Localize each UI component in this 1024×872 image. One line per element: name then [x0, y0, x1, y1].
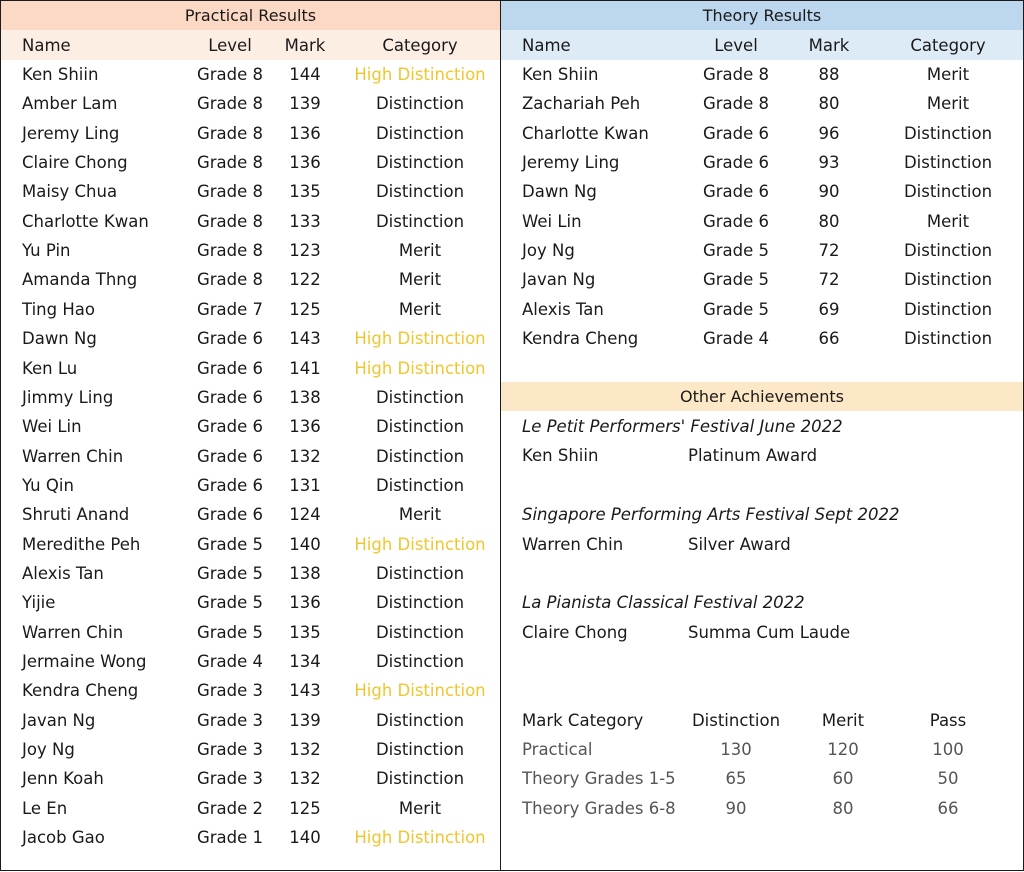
practical-row-level: Grade 6: [196, 387, 264, 407]
achievement-award: Platinum Award: [688, 446, 818, 466]
practical-row-mark: 135: [289, 182, 321, 202]
practical-row-category: Distinction: [375, 446, 465, 466]
mark-category-pass: 66: [937, 798, 959, 818]
practical-row-mark: 140: [289, 534, 321, 554]
mark-category-label: Practical: [522, 740, 593, 759]
theory-row-level: Grade 4: [702, 329, 770, 349]
theory-row-level: Grade 6: [702, 123, 770, 143]
other-achievements-title: Other Achievements: [501, 382, 1023, 411]
practical-row-name: Jermaine Wong: [22, 652, 147, 671]
practical-row-category: Distinction: [375, 622, 465, 642]
practical-row-level: Grade 8: [196, 241, 264, 261]
achievement-event-title: Singapore Performing Arts Festival Sept 2022: [522, 505, 900, 525]
theory-row-mark: 66: [818, 329, 840, 349]
practical-row-category: Distinction: [375, 652, 465, 671]
practical-row-category: Distinction: [375, 123, 465, 143]
theory-header-mark: Mark: [808, 36, 850, 55]
practical-results-title: Practical Results: [1, 1, 500, 30]
practical-row-name: Jeremy Ling: [22, 123, 120, 143]
mark-category-label: Theory Grades 6-8: [522, 798, 676, 818]
practical-row-name: Le En: [22, 798, 68, 818]
theory-row-name: Wei Lin: [522, 211, 582, 231]
achievement-student-name: Warren Chin: [522, 534, 624, 554]
practical-row-mark: 139: [289, 94, 321, 114]
practical-row-category: Distinction: [375, 94, 465, 114]
practical-row-category: High Distinction: [354, 828, 486, 848]
theory-row-name: Jeremy Ling: [522, 153, 620, 173]
theory-row-category: Merit: [926, 211, 970, 231]
practical-row-level: Grade 6: [196, 475, 264, 495]
practical-row-category: Distinction: [375, 211, 465, 231]
theory-row-category: Merit: [926, 94, 970, 114]
achievement-award: Silver Award: [688, 534, 791, 554]
practical-row-category: Merit: [398, 299, 442, 319]
theory-row-name: Zachariah Peh: [522, 94, 641, 114]
practical-header-level: Level: [208, 36, 252, 55]
mark-category-merit: 60: [832, 769, 854, 789]
practical-row-level: Grade 8: [196, 211, 264, 231]
theory-row-name: Ken Shiin: [522, 65, 599, 84]
practical-row-mark: 136: [289, 593, 321, 613]
practical-row-level: Grade 6: [196, 417, 264, 437]
theory-row-mark: 72: [818, 270, 840, 290]
practical-row-mark: 133: [289, 211, 321, 231]
practical-row-level: Grade 3: [196, 681, 264, 701]
practical-row-level: Grade 7: [196, 299, 264, 319]
theory-header-level: Level: [714, 36, 758, 55]
theory-row-category: Distinction: [903, 270, 993, 290]
practical-row-level: Grade 3: [196, 769, 264, 789]
theory-row-level: Grade 6: [702, 182, 770, 202]
mark-category-pass: 50: [937, 769, 959, 789]
practical-row-category: High Distinction: [354, 65, 486, 84]
practical-row-mark: 138: [289, 387, 321, 407]
practical-row-category: Distinction: [375, 182, 465, 202]
practical-header-name: Name: [22, 36, 71, 55]
practical-row-category: Distinction: [375, 710, 465, 730]
practical-row-category: High Distinction: [354, 534, 486, 554]
theory-row-level: Grade 5: [702, 270, 770, 290]
mark-category-distinction: 65: [725, 769, 747, 789]
theory-row-name: Kendra Cheng: [522, 329, 639, 349]
achievement-student-name: Claire Chong: [522, 622, 628, 642]
practical-row-mark: 139: [289, 710, 321, 730]
practical-results-panel: [0, 0, 501, 871]
practical-row-name: Jenn Koah: [22, 769, 104, 789]
practical-row-level: Grade 6: [196, 358, 264, 378]
theory-row-name: Javan Ng: [522, 270, 596, 290]
practical-row-level: Grade 5: [196, 622, 264, 642]
practical-row-name: Javan Ng: [22, 710, 96, 730]
practical-row-category: High Distinction: [354, 329, 486, 349]
practical-row-level: Grade 6: [196, 329, 264, 349]
practical-row-category: Merit: [398, 505, 442, 525]
practical-row-mark: 138: [289, 563, 321, 583]
practical-row-level: Grade 8: [196, 65, 264, 84]
practical-row-level: Grade 1: [196, 828, 264, 848]
theory-row-name: Dawn Ng: [522, 182, 597, 202]
practical-row-level: Grade 8: [196, 123, 264, 143]
theory-row-mark: 69: [818, 299, 840, 319]
mark-category-header-merit: Merit: [821, 711, 865, 730]
theory-header-name: Name: [522, 36, 571, 55]
mark-category-merit: 80: [832, 798, 854, 818]
practical-row-category: Distinction: [375, 387, 465, 407]
theory-row-category: Distinction: [903, 123, 993, 143]
practical-row-level: Grade 3: [196, 740, 264, 760]
practical-row-mark: 136: [289, 123, 321, 143]
practical-row-mark: 143: [289, 329, 321, 349]
practical-row-name: Warren Chin: [22, 622, 124, 642]
practical-header-mark: Mark: [284, 36, 326, 55]
theory-results-panel: [500, 0, 1024, 871]
practical-row-category: High Distinction: [354, 681, 486, 701]
practical-row-name: Ken Lu: [22, 358, 78, 378]
practical-row-name: Charlotte Kwan: [22, 211, 149, 231]
practical-row-mark: 122: [289, 270, 321, 290]
practical-row-mark: 136: [289, 417, 321, 437]
mark-category-distinction: 90: [725, 798, 747, 818]
achievement-student-name: Ken Shiin: [522, 446, 599, 466]
theory-row-level: Grade 8: [702, 65, 770, 84]
theory-row-mark: 72: [818, 241, 840, 261]
theory-row-category: Merit: [926, 65, 970, 84]
theory-row-category: Distinction: [903, 329, 993, 349]
practical-row-name: Alexis Tan: [22, 563, 104, 583]
practical-row-category: Distinction: [375, 475, 465, 495]
practical-row-name: Meredithe Peh: [22, 534, 141, 554]
theory-row-mark: 96: [818, 123, 840, 143]
theory-row-category: Distinction: [903, 299, 993, 319]
practical-row-category: Distinction: [375, 740, 465, 760]
practical-row-level: Grade 8: [196, 182, 264, 202]
practical-row-level: Grade 5: [196, 534, 264, 554]
practical-row-mark: 132: [289, 446, 321, 466]
practical-row-mark: 132: [289, 740, 321, 760]
theory-row-mark: 80: [818, 94, 840, 114]
practical-row-name: Jacob Gao: [22, 828, 105, 848]
mark-category-merit: 120: [827, 740, 859, 759]
practical-row-mark: 135: [289, 622, 321, 642]
theory-row-mark: 88: [818, 65, 840, 84]
theory-row-mark: 80: [818, 211, 840, 231]
theory-row-category: Distinction: [903, 153, 993, 173]
practical-row-name: Amber Lam: [22, 94, 118, 114]
mark-category-pass: 100: [932, 740, 964, 759]
practical-row-name: Yu Pin: [22, 241, 71, 261]
practical-row-mark: 125: [289, 299, 321, 319]
practical-row-name: Claire Chong: [22, 153, 128, 173]
practical-row-name: Amanda Thng: [22, 270, 138, 290]
theory-row-mark: 93: [818, 153, 840, 173]
practical-row-category: Distinction: [375, 563, 465, 583]
practical-row-mark: 140: [289, 828, 321, 848]
theory-row-name: Alexis Tan: [522, 299, 604, 319]
practical-row-mark: 123: [289, 241, 321, 261]
practical-row-mark: 125: [289, 798, 321, 818]
practical-row-mark: 144: [289, 65, 321, 84]
practical-row-level: Grade 8: [196, 153, 264, 173]
theory-row-name: Charlotte Kwan: [522, 123, 649, 143]
theory-row-level: Grade 6: [702, 211, 770, 231]
practical-row-category: High Distinction: [354, 358, 486, 378]
mark-category-header-label: Mark Category: [522, 711, 644, 730]
practical-row-level: Grade 8: [196, 94, 264, 114]
practical-row-name: Yu Qin: [22, 475, 74, 495]
practical-row-name: Joy Ng: [22, 740, 75, 760]
mark-category-header-pass: Pass: [929, 711, 967, 730]
theory-row-level: Grade 5: [702, 299, 770, 319]
practical-row-name: Wei Lin: [22, 417, 82, 437]
practical-row-category: Merit: [398, 798, 442, 818]
practical-row-name: Ken Shiin: [22, 65, 99, 84]
practical-row-name: Shruti Anand: [22, 505, 130, 525]
theory-row-name: Joy Ng: [522, 241, 575, 261]
practical-row-mark: 134: [289, 652, 321, 671]
theory-row-category: Distinction: [903, 241, 993, 261]
achievement-event-title: La Pianista Classical Festival 2022: [522, 593, 805, 613]
theory-results-title: Theory Results: [501, 1, 1023, 30]
practical-row-name: Warren Chin: [22, 446, 124, 466]
practical-row-category: Distinction: [375, 593, 465, 613]
practical-row-mark: 132: [289, 769, 321, 789]
practical-row-level: Grade 4: [196, 652, 264, 671]
practical-row-level: Grade 6: [196, 446, 264, 466]
practical-row-category: Merit: [398, 241, 442, 261]
practical-row-level: Grade 5: [196, 593, 264, 613]
practical-row-mark: 124: [289, 505, 321, 525]
practical-header-category: Category: [382, 36, 458, 55]
theory-row-mark: 90: [818, 182, 840, 202]
practical-row-category: Merit: [398, 270, 442, 290]
practical-row-name: Dawn Ng: [22, 329, 97, 349]
practical-row-name: Yijie: [22, 593, 56, 613]
mark-category-label: Theory Grades 1-5: [522, 769, 676, 789]
theory-row-level: Grade 6: [702, 153, 770, 173]
achievement-event-title: Le Petit Performers' Festival June 2022: [522, 417, 843, 436]
practical-row-name: Maisy Chua: [22, 182, 118, 202]
practical-row-category: Distinction: [375, 417, 465, 437]
mark-category-distinction: 130: [720, 740, 752, 759]
achievement-award: Summa Cum Laude: [688, 622, 851, 642]
theory-row-level: Grade 5: [702, 241, 770, 261]
practical-row-mark: 141: [289, 358, 321, 378]
practical-row-mark: 136: [289, 153, 321, 173]
practical-row-level: Grade 8: [196, 270, 264, 290]
practical-row-mark: 131: [289, 475, 321, 495]
practical-row-mark: 143: [289, 681, 321, 701]
practical-row-name: Ting Hao: [22, 299, 95, 319]
practical-row-name: Kendra Cheng: [22, 681, 139, 701]
practical-row-level: Grade 2: [196, 798, 264, 818]
practical-row-level: Grade 3: [196, 710, 264, 730]
practical-row-category: Distinction: [375, 769, 465, 789]
practical-row-name: Jimmy Ling: [22, 387, 114, 407]
practical-row-level: Grade 6: [196, 505, 264, 525]
theory-row-category: Distinction: [903, 182, 993, 202]
mark-category-header-distinction: Distinction: [691, 711, 781, 730]
practical-row-category: Distinction: [375, 153, 465, 173]
theory-header-category: Category: [910, 36, 986, 55]
theory-row-level: Grade 8: [702, 94, 770, 114]
practical-row-level: Grade 5: [196, 563, 264, 583]
